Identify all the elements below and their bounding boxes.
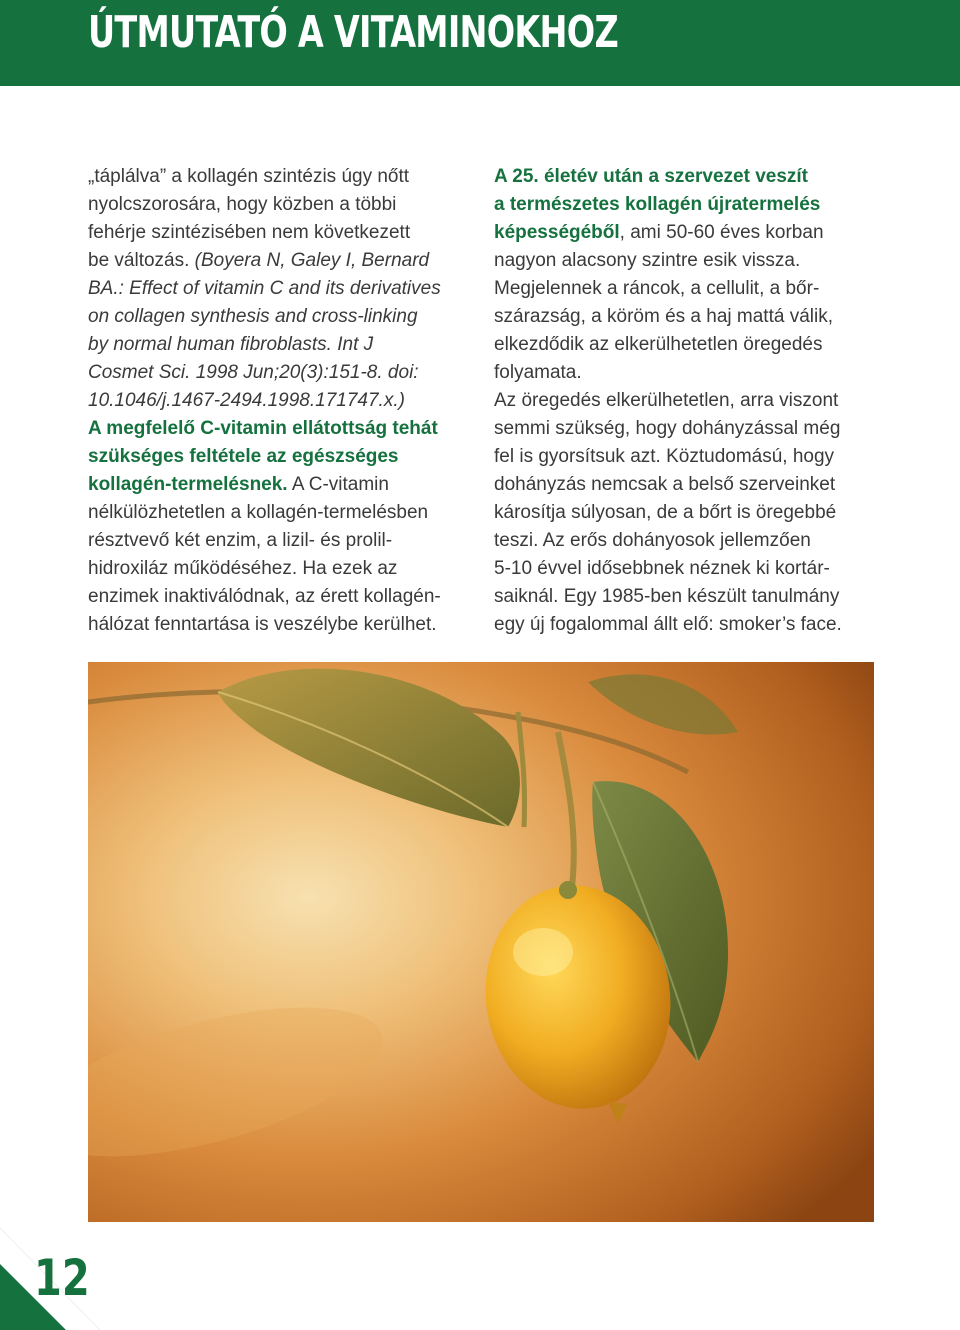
body-line: nagyon alacsony szintre esik vissza. [494, 250, 801, 271]
citation-text: (Boyera N, Galey I, Bernard [194, 250, 430, 271]
body-line: enzimek inaktiválódnak, az érett kollagén- [88, 586, 441, 607]
body-line: elkezdődik az elkerülhetetlen öregedés [494, 334, 823, 355]
body-line: egy új fogalommal állt elő: smoker’s face. [494, 614, 842, 635]
highlight-text: képességéből [494, 222, 620, 243]
body-line [494, 219, 874, 247]
body-line: résztvevő két enzim, a lizil- és prolil- [88, 530, 393, 551]
body-text: be változás. [88, 250, 195, 271]
citation-line: Cosmet Sci. 1998 Jun;20(3):151-8. doi: [88, 362, 419, 383]
body-line: dohányzás nemcsak a belső szerveinket [494, 474, 836, 495]
highlight-line: A 25. életév után a szervezet veszít [494, 166, 809, 187]
body-line: Az öregedés elkerülhetetlen, arra viszont [494, 390, 839, 411]
right-text-column [494, 163, 874, 639]
body-line: szárazság, a köröm és a haj mattá válik, [494, 306, 833, 327]
header-bar [0, 0, 960, 86]
citation-line: BA.: Effect of vitamin C and its derivatives [88, 278, 441, 299]
highlight-line: szükséges feltétele az egészséges [88, 446, 399, 467]
body-text: , ami 50-60 éves korban [619, 222, 824, 243]
page-number: 12 [34, 1249, 90, 1307]
body-line: nyolcszorosára, hogy közben a többi [88, 194, 397, 215]
body-line: nélkülözhetetlen a kollagén-termelésben [88, 502, 429, 523]
lemon-photo [88, 662, 874, 1222]
body-text: A C-vitamin [287, 474, 389, 495]
citation-line: on collagen synthesis and cross-linking [88, 306, 418, 327]
body-line: „táplálva” a kollagén szintézis úgy nőtt [88, 166, 410, 187]
page-title: ÚTMUTATÓ A VITAMINOKHOZ [88, 7, 618, 58]
highlight-line: a természetes kollagén újratermelés [494, 194, 821, 215]
lemon-highlight [513, 928, 573, 976]
body-line: Megjelennek a ráncok, a cellulit, a bőr- [494, 278, 820, 299]
body-line: fel is gyorsítsuk azt. Köztudomású, hogy [494, 446, 835, 467]
left-text-column [88, 163, 468, 639]
body-line: teszi. Az erős dohányosok jellemzően [494, 530, 811, 551]
lemon-calyx [559, 881, 577, 899]
body-line: saiknál. Egy 1985-ben készült tanulmány [494, 586, 840, 607]
highlight-line: A megfelelő C-vitamin ellátottság tehát [88, 418, 438, 439]
body-line: hidroxiláz működéséhez. Ha ezek az [88, 558, 398, 579]
body-line [88, 471, 468, 499]
highlight-text: kollagén-termelésnek. [88, 474, 288, 495]
citation-line: by normal human fibroblasts. Int J [88, 334, 374, 355]
body-line [88, 247, 468, 275]
body-line: károsítja súlyosan, de a bőrt is öregebbé [494, 502, 837, 523]
body-line: semmi szükség, hogy dohányzással még [494, 418, 841, 439]
body-line: 5-10 évvel idősebbnek néznek ki kortár- [494, 558, 830, 579]
body-line: folyamata. [494, 362, 582, 383]
body-line: hálózat fenntartása is veszélybe kerülhet. [88, 614, 437, 635]
body-line: fehérje szintézisében nem következett [88, 222, 411, 243]
citation-line: 10.1046/j.1467-2494.1998.171747.x.) [88, 390, 405, 411]
